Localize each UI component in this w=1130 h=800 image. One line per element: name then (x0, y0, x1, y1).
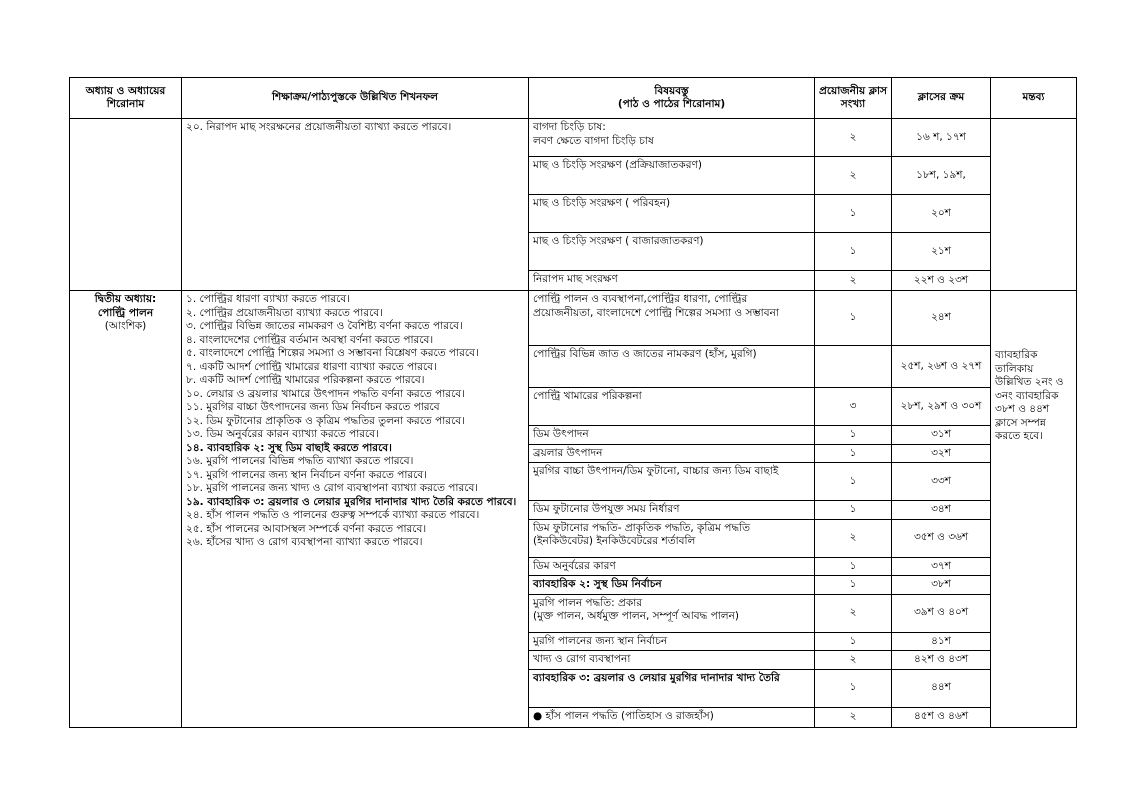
content-cell (529, 557, 815, 576)
content-line: মুরগি পালনের জন্য স্থান নির্বাচন (533, 634, 668, 647)
outcome-item: ১১. মুরগির বাচ্চা উৎপাদনের জন্য ডিম নির্বাচন করতে পারবে (186, 401, 440, 413)
header-content (529, 78, 815, 119)
outcome-item: ২৪. হাঁস পালন পদ্ধতি ও পালনের গুরুত্ব সম্পর্কে ব্যাখ্যা করতে পারবে। (186, 509, 480, 521)
syllabus-table (69, 77, 1077, 728)
remarks-cell (991, 291, 1077, 728)
content-line: নিরাপদ মাছ সংরক্ষণ (533, 273, 618, 285)
outcome-item: ১৮. মুরগি পালনের জন্য খাদ্য ও রোগ ব্যবস্থাপনা ব্যাখ্যা করতে পারবে। (186, 482, 479, 494)
class-count-cell: ২ (815, 271, 892, 291)
class-order-cell: ৩২শ (892, 444, 991, 463)
content-cell (529, 388, 815, 426)
remarks-text: ব্যাবহারিক তালিকায় উল্লিখিত ২নং ও ৩নং ব্যাবহারিক ৩৮শ ও ৪৪শ ক্লাসে সম্পন্ন করতে হবে। (995, 349, 1064, 442)
class-order-cell: ২৪শ (892, 291, 991, 346)
content-line: ব্যাবহারিক ২: সুস্থ ডিম নির্বাচন (533, 578, 662, 590)
header-content-title: বিষয়বস্তু (654, 84, 689, 97)
class-count-cell: ২ (815, 594, 892, 632)
class-order-cell: ১৬ শ, ১৭শ (892, 119, 991, 157)
class-count-cell: ২ (815, 651, 892, 670)
content-cell (529, 594, 815, 632)
content-line: মুরগি পালন পদ্ধতি: প্রকার (533, 596, 643, 609)
content-line: মাছ ও চিংড়ি সংরক্ষণ ( পরিবহন) (533, 197, 671, 209)
chapter-cell (70, 291, 182, 728)
class-order-cell: ৩৮শ (892, 576, 991, 595)
outcome-item: ১৪. ব্যাবহারিক ২: সুস্থ ডিম বাছাই করতে পারবে। (186, 441, 392, 454)
content-line: মাছ ও চিংড়ি সংরক্ষণ ( বাজারজাতকরণ) (533, 235, 704, 247)
class-count-cell: ১ (815, 195, 892, 233)
class-order-cell: ২১শ (892, 233, 991, 271)
content-cell (529, 444, 815, 463)
outcome-item: ১৭. মুরগি পালনের জন্য স্থান নির্বাচন বর্ণনা করতে পারবে। (186, 468, 427, 481)
content-line: মুরগির বাচ্চা উৎপাদন/ডিম ফুটানো, বাচ্চার জন্য ডিম বাছাই (533, 465, 779, 477)
class-order-cell: ৩১শ (892, 426, 991, 445)
content-line: ব্রয়লার উৎপাদন (533, 446, 603, 459)
header-row (70, 78, 1077, 119)
class-order-cell: ১৮শ, ১৯শ, (892, 157, 991, 195)
outcome-item: ১৩. ডিম অনুর্বরের কারন ব্যাখ্যা করতে পারবে। (186, 428, 379, 440)
outcome-item: ২. পোল্ট্রির প্রয়োজনীয়তা ব্যাখ্যা করতে পারবে। (186, 306, 383, 319)
class-count-cell: ১ (815, 669, 892, 707)
class-count-cell: ২ (815, 119, 892, 157)
class-order-cell: ২০শ (892, 195, 991, 233)
chapter-title: দ্বিতীয় অধ্যায়: (94, 293, 157, 305)
content-line: ব্যাবহারিক ৩: ব্রয়লার ও লেয়ার মুরগির দানাদার খাদ্য তৈরি (533, 671, 780, 684)
outcome-item: ১২. ডিম ফুটানোর প্রাকৃতিক ও কৃত্রিম পদ্ধতির তুলনা করতে পারবে। (186, 414, 465, 427)
content-line: পোল্ট্রি খামারের পরিকল্পনা (533, 390, 642, 402)
class-count-cell: ১ (815, 557, 892, 576)
outcomes-cell (182, 119, 529, 291)
class-order-cell: ৩৫শ ও ৩৬শ (892, 519, 991, 557)
class-order-cell: ৩৭শ (892, 557, 991, 576)
class-count-cell: ১ (815, 632, 892, 651)
content-line: খাদ্য ও রোগ ব্যবস্থাপনা (533, 653, 631, 665)
content-line: বাগদা চিংড়ি চাষ: (533, 121, 606, 133)
class-count-cell: ১ (815, 576, 892, 595)
header-remarks: মন্তব্য (991, 78, 1077, 119)
class-order-cell: ৪৫শ ও ৪৬শ (892, 707, 991, 727)
outcome-item: ৪. বাংলাদেশের পোল্ট্রির বর্তমান অবস্থা বর্ণনা করতে পারবে। (186, 333, 434, 346)
header-classes-needed: প্রয়োজনীয় ক্লাস সংখ্যা (815, 78, 892, 119)
class-count-cell: ২ (815, 707, 892, 727)
content-line: (মুক্ত পালন, অর্ধমুক্ত পালন, সম্পূর্ণ আবদ্ধ পালন) (533, 610, 739, 622)
content-cell (529, 463, 815, 501)
content-cell (529, 233, 815, 271)
outcome-item: ৮. একটি আদর্শ পোল্ট্রি খামারের পরিকল্পনা করতে পারবে। (186, 374, 425, 386)
outcome-item: ২৫. হাঁস পালনের আবাসস্থল সম্পর্কে বর্ণনা করতে পারবে। (186, 522, 427, 535)
content-cell (529, 501, 815, 520)
content-cell (529, 195, 815, 233)
header-class-order: ক্লাসের ক্রম (892, 78, 991, 119)
class-count-cell: ১ (815, 426, 892, 445)
content-cell (529, 576, 815, 595)
content-line: ডিম ফুটানোর উপযুক্ত সময় নির্ধারণ (533, 503, 680, 515)
content-line: পোল্ট্রির বিভিন্ন জাত ও জাতের নামকরণ (হাঁস, মুরগি) (533, 348, 757, 360)
content-cell (529, 157, 815, 195)
table-row (70, 119, 1077, 157)
content-cell (529, 632, 815, 651)
content-line: লবণ ক্ষেতে বাগদা চিংড়ি চাষ (533, 134, 654, 147)
class-count-cell (815, 346, 892, 388)
content-cell (529, 707, 815, 727)
class-count-cell: ১ (815, 463, 892, 501)
outcome-item: ১০. লেয়ার ও ব্রয়লার খামারে উৎপাদন পদ্ধতি বর্ণনা করতে পারবে। (186, 387, 465, 400)
outcome-item: ৩. পোল্ট্রির বিভিন্ন জাতের নামকরণ ও বৈশিষ্ট্য বর্ণনা করতে পারবে। (186, 320, 463, 332)
content-line: পোল্ট্রি পালন ও ব্যবস্থাপনা,পোল্ট্রির ধারণা, পোল্ট্রির প্রয়োজনীয়তা, বাংলাদেশে পোল্ট্রি শিল্পের সমস্যা ও সম্ভাবনা (533, 293, 779, 319)
table-row (70, 291, 1077, 346)
outcome-item: ৭. একটি আদর্শ পোল্ট্রি খামারের ধারণা ব্যাখ্যা করতে পারবে। (186, 360, 437, 373)
class-count-cell: ২ (815, 519, 892, 557)
class-order-cell: ৩৯শ ও ৪০শ (892, 594, 991, 632)
class-order-cell: ৪১শ (892, 632, 991, 651)
class-order-cell: ৪২শ ও ৪৩শ (892, 651, 991, 670)
content-line: মাছ ও চিংড়ি সংরক্ষণ (প্রক্রিয়াজাতকরণ) (533, 159, 702, 171)
outcome-item: ২৬. হাঁসের খাদ্য ও রোগ ব্যবস্থাপনা ব্যাখ্যা করতে পারবে। (186, 536, 423, 548)
content-line: ● হাঁস পালন পদ্ধতি (পাতিহাস ও রাজহাঁস) (533, 709, 714, 722)
class-count-cell: ১ (815, 291, 892, 346)
content-cell (529, 291, 815, 346)
content-cell (529, 271, 815, 291)
class-order-cell: ৩৩শ (892, 463, 991, 501)
content-cell (529, 426, 815, 445)
content-cell (529, 669, 815, 707)
chapter-title: পোল্ট্রি পালন (97, 306, 154, 319)
content-line: ডিম অনুর্বরের কারণ (533, 559, 616, 572)
content-cell (529, 346, 815, 388)
class-count-cell: ৩ (815, 388, 892, 426)
outcome-item: ১. পোল্ট্রির ধারণা ব্যাখ্যা করতে পারবে। (186, 293, 350, 305)
chapter-cell (70, 119, 182, 291)
remarks-cell (991, 119, 1077, 291)
class-count-cell: ১ (815, 501, 892, 520)
outcome-item: ২০. নিরাপদ মাছ সংরক্ষনের প্রয়োজনীয়তা ব্যাখ্যা করতে পারবে। (186, 121, 452, 133)
class-order-cell: ৪৪শ (892, 669, 991, 707)
class-order-cell: ৩৪শ (892, 501, 991, 520)
content-line: ডিম উৎপাদন (533, 428, 589, 440)
header-content-subtitle: (পাঠ ও পাঠের শিরোনাম) (617, 98, 726, 110)
outcomes-cell (182, 291, 529, 728)
header-outcomes: শিক্ষাক্রম/পাঠ্যপুস্তকে উল্লিখিত শিখনফল (182, 78, 529, 119)
class-order-cell: ২৮শ, ২৯শ ও ৩০শ (892, 388, 991, 426)
content-cell (529, 119, 815, 157)
outcome-item: ৫. বাংলাদেশে পোল্ট্রি শিল্পের সমস্যা ও সম্ভাবনা বিশ্লেষণ করতে পারবে। (186, 347, 479, 359)
chapter-subtitle: (আংশিক) (104, 320, 147, 332)
class-order-cell: ২২শ ও ২৩শ (892, 271, 991, 291)
outcome-item: ১৬. মুরগি পালনের বিভিন্ন পদ্ধতি ব্যাখ্যা করতে পারবে। (186, 455, 414, 467)
class-count-cell: ১ (815, 233, 892, 271)
content-cell (529, 519, 815, 557)
class-order-cell: ২৫শ, ২৬শ ও ২৭শ (892, 346, 991, 388)
outcome-item: ১৯. ব্যাবহারিক ৩: ব্রয়লার ও লেয়ার মুরগির দানাদার খাদ্য তৈরি করতে পারবে। (186, 495, 517, 508)
header-chapter: অধ্যায় ও অধ্যায়ের শিরোনাম (70, 78, 182, 119)
class-count-cell: ২ (815, 157, 892, 195)
content-line: ডিম ফুটানোর পদ্ধতি- প্রাকৃতিক পদ্ধতি, কৃত্রিম পদ্ধতি (ইনকিউবেটর) ইনকিউবেটরের শর্তাবলি (533, 521, 750, 547)
content-cell (529, 651, 815, 670)
class-count-cell: ১ (815, 444, 892, 463)
